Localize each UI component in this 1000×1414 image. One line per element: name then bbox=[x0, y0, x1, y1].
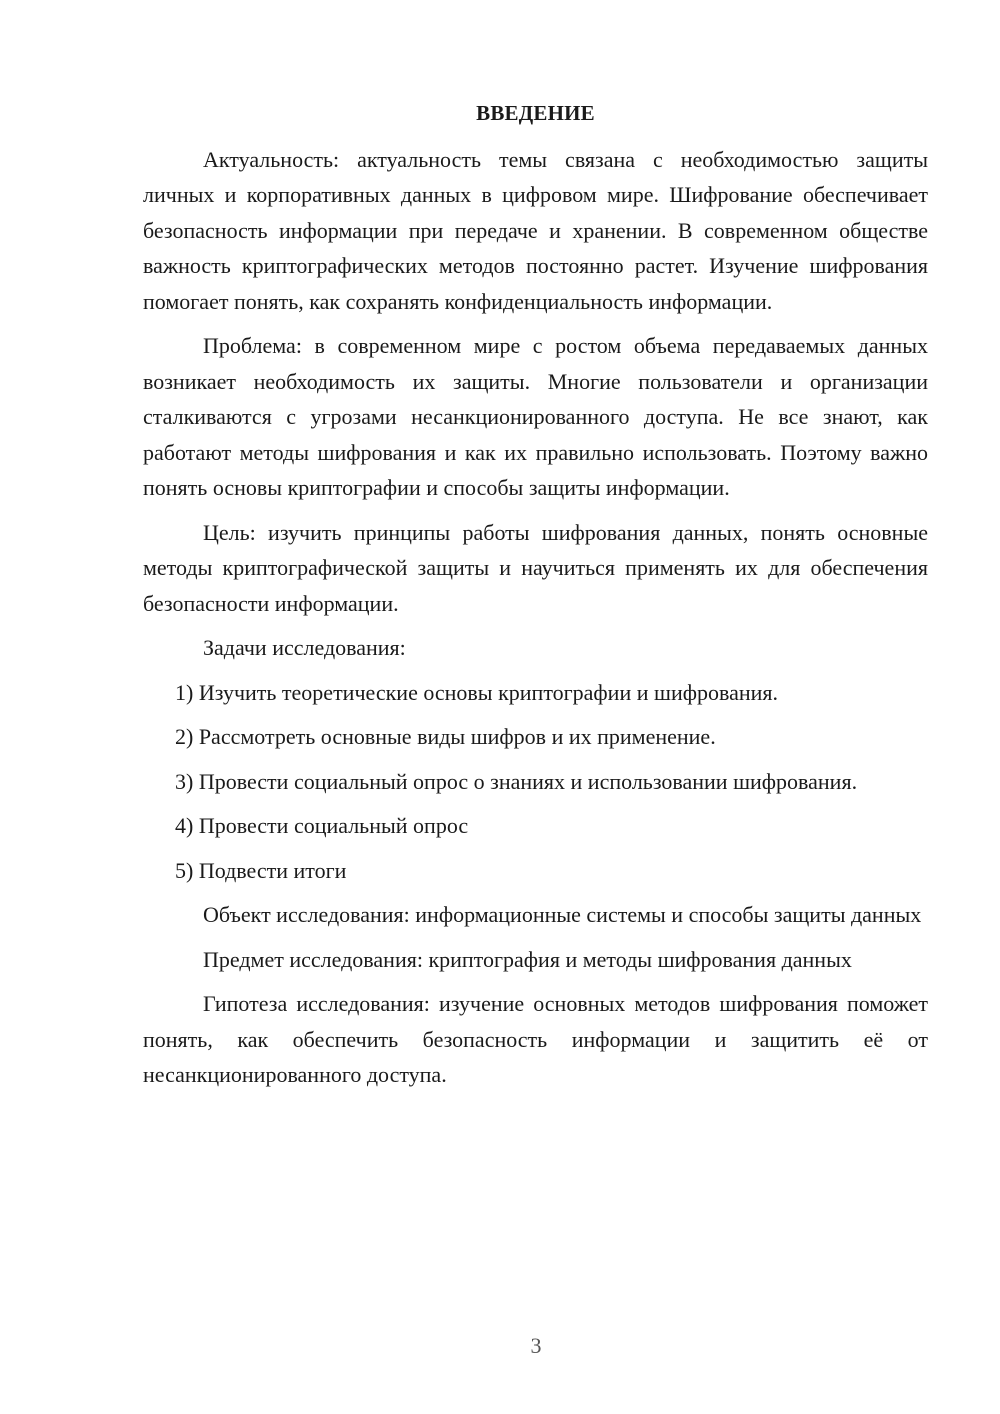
subject-paragraph: Предмет исследования: криптография и методы шифрования данных bbox=[203, 946, 852, 972]
task-item: 5) Подвести итоги bbox=[175, 857, 347, 883]
page-number: 3 bbox=[530, 1333, 542, 1358]
task-item: 2) Рассмотреть основные виды шифров и их применение. bbox=[175, 724, 716, 749]
task-item: 3) Провести социальный опрос о знаниях и использовании шифрования. bbox=[175, 768, 858, 794]
problem-paragraph: Проблема: в современном мире с ростом объема передаваемых данных возникает необходимость их защиты. Многие пользователи и организации сталкиваются с угрозами несанкционированного доступа. Не все знают, как работают методы шифрования и как их правильно использовать. Поэтому важно понять основы криптографии и способы защиты информации. bbox=[143, 333, 928, 500]
section-title: ВВЕДЕНИЕ bbox=[476, 101, 595, 125]
tasks-heading: Задачи исследования: bbox=[203, 635, 406, 660]
object-paragraph: Объект исследования: информационные системы и способы защиты данных bbox=[203, 902, 922, 927]
goal-paragraph: Цель: изучить принципы работы шифрования данных, понять основные методы криптографической защиты и научиться применять их для обеспечения безопасности информации. bbox=[143, 519, 928, 616]
task-item: 4) Провести социальный опрос bbox=[175, 813, 469, 838]
task-item: 1) Изучить теоретические основы криптографии и шифрования. bbox=[175, 679, 779, 705]
hypothesis-paragraph: Гипотеза исследования: изучение основных методов шифрования поможет понять, как обеспечить безопасность информации и защитить её от несанкционированного доступа. bbox=[143, 991, 928, 1087]
document-body bbox=[143, 96, 928, 1102]
relevance-paragraph: Актуальность: актуальность темы связана с необходимостью защиты личных и корпоративных данных в цифровом мире. Шифрование обеспечивает безопасность информации при передаче и хранении. В современном обществе важность криптографических методов постоянно растет. Изучение шифрования помогает понять, как сохранять конфиденциальность информации. bbox=[143, 146, 928, 314]
